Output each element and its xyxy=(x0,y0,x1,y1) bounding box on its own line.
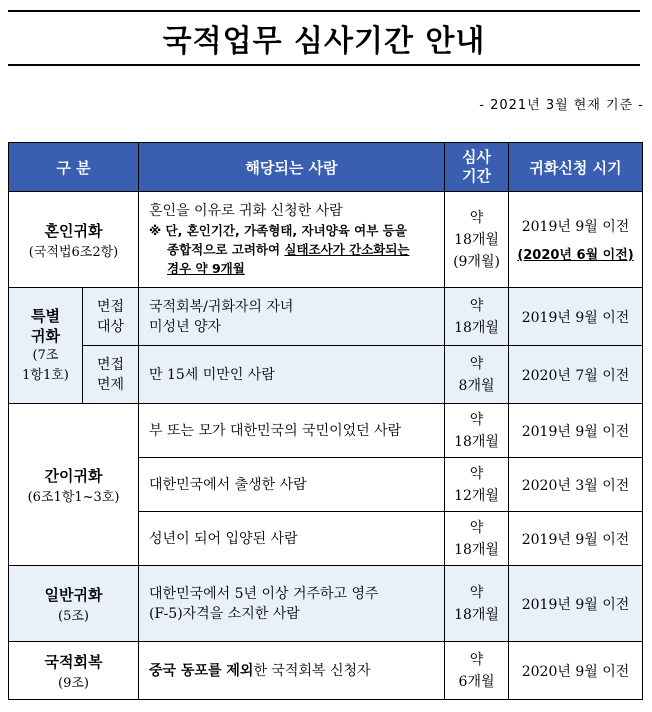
header-category: 구 분 xyxy=(9,143,139,192)
category-special: 특별 귀화 (7조 1항1호) xyxy=(9,288,83,404)
target-marriage: 혼인을 이유로 귀화 신청한 사람 ※ 단, 혼인기간, 가족형태, 자녀양육 여부 등을 종합적으로 고려하여 실태조사가 간소화되는 경우 약 9개월 xyxy=(139,192,445,288)
wait-restore: 약 6개월 xyxy=(445,642,509,700)
target-special-interview: 국적회복/귀화자의 자녀 미성년 양자 xyxy=(139,288,445,346)
header-period: 귀화신청 시기 xyxy=(509,143,643,192)
category-simple: 간이귀화 (6조1항1~3호) xyxy=(9,404,139,566)
target-special-exempt: 만 15세 미만인 사람 xyxy=(139,346,445,404)
wait-simple-2: 약 12개월 xyxy=(445,458,509,512)
wait-general: 약 18개월 xyxy=(445,566,509,642)
table-row xyxy=(9,642,643,700)
wait-marriage: 약 18개월 (9개월) xyxy=(445,192,509,288)
subcategory-exempt: 면접 면제 xyxy=(83,346,139,404)
title-box xyxy=(8,10,640,66)
subcategory-interview: 면접 대상 xyxy=(83,288,139,346)
period-general: 2019년 9월 이전 xyxy=(509,566,643,642)
target-simple-1: 부 또는 모가 대한민국의 국민이었던 사람 xyxy=(139,404,445,458)
period-special-interview: 2019년 9월 이전 xyxy=(509,288,643,346)
period-simple-1: 2019년 9월 이전 xyxy=(509,404,643,458)
header-target: 해당되는 사람 xyxy=(139,143,445,192)
target-simple-3: 성년이 되어 입양된 사람 xyxy=(139,512,445,566)
table-row xyxy=(9,288,643,346)
date-note: - 2021년 3월 현재 기준 - xyxy=(479,98,644,113)
wait-simple-3: 약 18개월 xyxy=(445,512,509,566)
category-restore: 국적회복 (9조) xyxy=(9,642,139,700)
target-restore: 중국 동포를 제외한 국적회복 신청자 xyxy=(139,642,445,700)
category-general: 일반귀화 (5조) xyxy=(9,566,139,642)
target-general: 대한민국에서 5년 이상 거주하고 영주 (F-5)자격을 소지한 사람 xyxy=(139,566,445,642)
table-row xyxy=(9,404,643,458)
period-simple-3: 2019년 9월 이전 xyxy=(509,512,643,566)
table-row xyxy=(9,346,643,404)
period-special-exempt: 2020년 7월 이전 xyxy=(509,346,643,404)
period-marriage: 2019년 9월 이전 (2020년 6월 이전) xyxy=(509,192,643,288)
category-marriage: 혼인귀화 (국적법6조2항) xyxy=(9,192,139,288)
wait-special-exempt: 약 8개월 xyxy=(445,346,509,404)
header-wait: 심사 기간 xyxy=(445,143,509,192)
review-period-table xyxy=(8,142,643,700)
page-title: 국적업무 심사기간 안내 xyxy=(162,24,486,59)
period-simple-2: 2020년 3월 이전 xyxy=(509,458,643,512)
table-header-row xyxy=(9,143,643,192)
marriage-note: ※ 단, 혼인기간, 가족형태, 자녀양육 여부 등을 종합적으로 고려하여 실태조사가 간소화되는 경우 약 9개월 xyxy=(149,223,410,276)
wait-special-interview: 약 18개월 xyxy=(445,288,509,346)
wait-simple-1: 약 18개월 xyxy=(445,404,509,458)
target-simple-2: 대한민국에서 출생한 사람 xyxy=(139,458,445,512)
period-restore: 2020년 9월 이전 xyxy=(509,642,643,700)
table-row xyxy=(9,566,643,642)
table-row xyxy=(9,192,643,288)
